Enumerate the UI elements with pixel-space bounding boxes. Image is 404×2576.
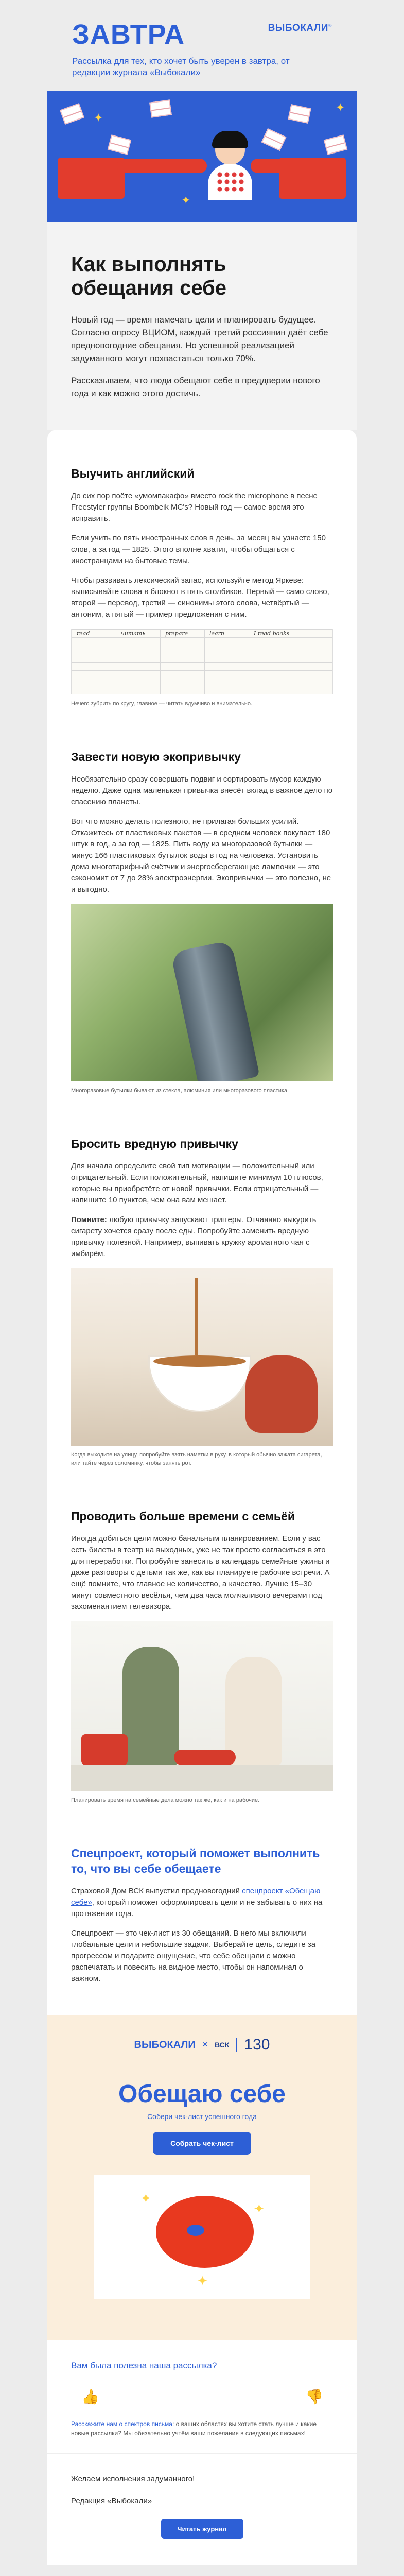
star-icon: ✦	[336, 101, 345, 114]
star-icon: ✦	[140, 2191, 152, 2206]
section-paragraph: Необязательно сразу совершать подвиг и сортировать мусор каждую неделю. Даже одна маленькая привычка внесёт вклад в важное дело по спасению планеты.	[71, 775, 333, 806]
content-card	[47, 430, 357, 2015]
image-caption: Когда выходите на улицу, попробуйте взять наметки в руку, в который обычно зажата сигарета, или тайте через соломинку, чтобы занять рот.	[71, 1452, 322, 1466]
star-icon: ✦	[253, 2201, 265, 2216]
star-icon: ✦	[197, 2273, 208, 2289]
magazine-logo-text: ВЫБОКАЛИ	[268, 23, 328, 33]
section-paragraph: Спецпроект — это чек-лист из 30 обещаний. В него мы включили глобальные цели и небольшие задачи. Выберайте цель, следите за прогрессом и подарите ощущение, что себе обещали с можно распечатать и повесить на видное место, чтобы он напоминал о важном.	[71, 1929, 316, 1983]
section-paragraph: Иногда добиться цели можно банальным планированием. Если у вас есть билеты в театр на выходных, уже не так просто согласиться в это для переработки. Попробуйте занесить в календарь семейные ужины и даже разговоры с детьми так же, как вы планируете рабочие встречи. А ещё помните, что главное не количество, а качество. Лучше 15–30 минут совместного весёлья, чем два часа молчаливого вечерами под захоменантием телевизора.	[71, 1534, 330, 1611]
promo-illustration	[94, 2175, 310, 2299]
tea-stream	[195, 1278, 198, 1361]
notebook-word: prepare	[165, 630, 188, 637]
feedback-question: Вам была полезна наша рассылка?	[71, 2361, 217, 2370]
thumbs-down-icon[interactable]: 👎	[305, 2389, 323, 2405]
section-eco	[71, 749, 333, 1095]
section-paragraph: Чтобы развивать лексический запас, используйте метод Яркеве: выписывайте слова в блокнот в пять столбиков. Первый — само слово, второй — перевод, третий — синонимы этого слова, четвёртый — антоним, а пятый — пример предложения с ним.	[71, 576, 329, 619]
section-paragraph: До сих пор поёте «умомпакафо» вместо rock the microphone в песне Freestyler группы Boombeik MC's? Новый год — самое время это исправить.	[71, 492, 318, 523]
paragraph-text: Страховой Дом ВСК выпустил предновогодний	[71, 1887, 242, 1895]
notebook-word: read	[77, 630, 90, 637]
section-paragraph: Если учить по пять иностранных слов в день, за месяц вы узнаете 150 слов, а за год — 1825. Этого вполне хватит, чтобы общаться с иностранцами на бытовые темы.	[71, 534, 326, 565]
pan-shape	[174, 1750, 236, 1765]
envelope-icon	[288, 104, 311, 124]
paragraph-text: любую привычку запускают триггеры. Отчаянно выкурить сигарету хочется сразу после еды. Попробуйте заменить вредную привычку полезной. Например, выпивать кружку ароматного чая с имбирём.	[71, 1215, 317, 1258]
feedback-buttons	[71, 2388, 333, 2406]
signature-text: Редакция «Выбокали»	[71, 2497, 152, 2505]
envelope-icon	[324, 134, 347, 155]
anniversary-mark: 130	[244, 2036, 270, 2053]
promo-tagline: Собери чек-лист успешного года	[147, 2112, 257, 2121]
section-title: Выучить английский	[71, 467, 195, 480]
section-family	[71, 1509, 333, 1804]
family-photo	[71, 1621, 333, 1791]
special-project-link[interactable]: спецпроект «Обещаю себе»	[71, 1887, 321, 1907]
person-shape	[122, 1647, 179, 1765]
section-title: Проводить больше времени с семьёй	[71, 1510, 295, 1523]
section-paragraph: Для начала определите свой тип мотивации — положительный или отрицательный. Если положительный, напишите минимум 10 плюсов, которые вы приобретёте от новой привычки. Если отрицательный — напишите 10 пунктов, чем она вам мешает.	[71, 1162, 323, 1205]
thumbs-up-icon[interactable]: 👍	[81, 2389, 99, 2405]
envelope-icon	[149, 99, 172, 117]
newsletter-subtitle: Рассылка для тех, кто хочет быть уверен в завтра, от редакции журнала «Выбокали»	[72, 56, 290, 77]
image-caption: Планировать время на семейные дела можно так же, как и на рабочие.	[71, 1797, 260, 1803]
tea-surface	[153, 1355, 246, 1367]
tea-photo	[71, 1268, 333, 1446]
section-title: Бросить вредную привычку	[71, 1137, 238, 1150]
section-special-project	[71, 1845, 333, 1985]
teapot-shape	[245, 1355, 318, 1433]
pot-shape	[81, 1734, 128, 1765]
piggy-bank-icon	[156, 2196, 254, 2268]
kitchen-counter	[71, 1765, 333, 1791]
feedback-link[interactable]: Расскажите нам о спектров письма	[71, 2420, 172, 2428]
partner-logos	[71, 2036, 333, 2054]
section-paragraph: Вот что можно делать полезного, не прилагая больших усилий. Откажитесь от пластиковых пакетов — в среднем человек покупает 180 штук в год, а за год — 1825. Пить воду из многоразовой бутылки — минус 166 пластиковых бутылок воды в год на человека. Установить дома многотарифный счётчик и энергосберегающие лампочки — это сэкономит от 7 до 28% электроэнергии. Экопривычки — это полезно, не и выгодно.	[71, 817, 331, 894]
person-figure	[207, 131, 253, 198]
emphasis: Помните:	[71, 1215, 107, 1224]
read-magazine-button[interactable]: Читать журнал	[161, 2519, 243, 2539]
bottle-photo	[71, 904, 333, 1081]
section-habit	[71, 1136, 333, 1467]
notebook-word: читать	[121, 630, 146, 637]
newsletter-brand: ЗАВТРА	[72, 19, 185, 50]
section-title: Завести новую экопривычку	[71, 750, 241, 764]
envelope-icon	[108, 134, 131, 155]
header	[0, 0, 404, 91]
magazine-logo[interactable]	[268, 23, 332, 34]
notebook-word: I read books	[254, 630, 290, 637]
wish-text: Желаем исполнения задуманного!	[71, 2475, 195, 2483]
image-caption: Нечего зубрить по кругу, главное — читать вдумчиво и внимательно.	[71, 701, 253, 707]
bottle-shape	[170, 940, 260, 1081]
section-title: Спецпроект, который поможет выполнить то, что вы себе обещаете	[71, 1846, 320, 1875]
intro-paragraph: Новый год — время намечать цели и планировать будущее. Согласно опросу ВЦИОМ, каждый третий россиянин даёт себе предновогодние обещания. Но успешной реализацией задуманного могут похвастаться только 70%.	[71, 315, 328, 363]
outro-block	[47, 2453, 357, 2565]
section-paragraph	[71, 1886, 333, 1920]
cross-icon: ×	[202, 2040, 208, 2049]
section-paragraph	[71, 1214, 333, 1260]
intro-block	[47, 222, 357, 430]
arm-shape	[251, 159, 341, 173]
person-hair	[212, 131, 248, 148]
feedback-note-text: : о ваших областях вы хотите стать лучше и какие новые рассылки? Мы обязательно учтём ваши пожелания в следующих письмах!	[71, 2420, 317, 2437]
divider	[236, 2038, 237, 2052]
article-title: Как выполнять обещания себе	[71, 253, 226, 299]
hero-illustration	[47, 91, 357, 222]
vsk-logo: ВСК	[215, 2041, 230, 2049]
envelope-icon	[60, 103, 84, 125]
star-icon: ✦	[181, 194, 191, 207]
piggy-bank-icon	[58, 158, 125, 199]
feedback-block	[47, 2340, 357, 2453]
magazine-logo: ВЫБОКАЛИ	[134, 2039, 196, 2050]
feedback-note	[71, 2419, 333, 2438]
person-shape	[225, 1657, 282, 1765]
image-caption: Многоразовые бутылки бывают из стекла, алюминия или многоразового пластика.	[71, 1088, 289, 1094]
section-english	[71, 466, 333, 708]
intro-paragraph: Рассказываем, что люди обещают себе в преддверии нового года и как можно этого достичь.	[71, 376, 320, 398]
polka-dots	[216, 171, 245, 192]
envelope-icon	[261, 128, 287, 151]
notebook-word: learn	[209, 630, 224, 637]
promo-banner[interactable]	[47, 2015, 357, 2340]
collect-checklist-button[interactable]: Собрать чек-лист	[153, 2132, 251, 2155]
notebook-image	[71, 629, 333, 694]
paragraph-text: , который поможет оформлировать цели и не забывать о них на протяжении года.	[71, 1898, 323, 1918]
promo-title: Обещаю себе	[118, 2080, 286, 2108]
star-icon: ✦	[94, 111, 103, 124]
arm-shape	[117, 159, 207, 173]
logo-mark: ®	[328, 23, 332, 28]
